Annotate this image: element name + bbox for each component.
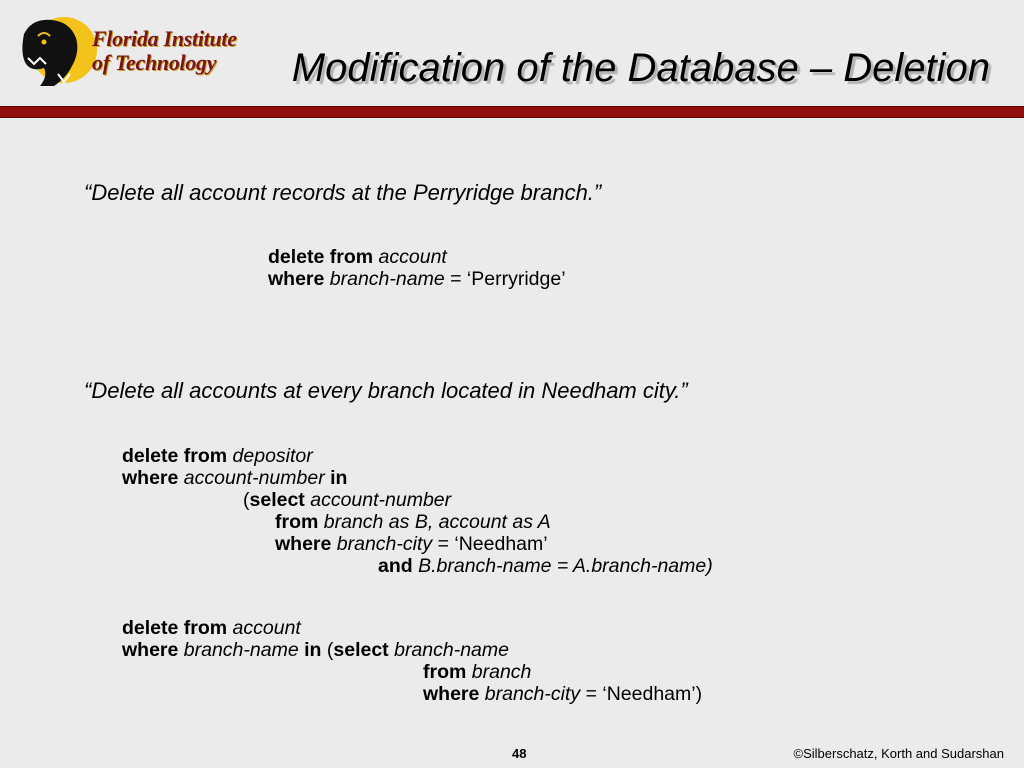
identifier: account-number <box>183 467 325 489</box>
keyword: and <box>378 555 413 577</box>
keyword: delete from <box>122 617 228 639</box>
copyright-notice: ©Silberschatz, Korth and Sudarshan <box>793 746 1004 761</box>
identifier: account-number <box>310 489 452 511</box>
identifier: branch-name <box>329 268 445 290</box>
identifier: branch <box>471 661 532 683</box>
identifier: branch as B, account as A <box>323 511 551 533</box>
identifier: branch-city <box>484 683 581 705</box>
panther-icon <box>18 14 98 90</box>
keyword: from <box>423 661 467 683</box>
slide-title: Modification of the Database – Deletion <box>291 46 990 90</box>
keyword: where <box>122 639 179 661</box>
identifier: branch-name <box>394 639 509 661</box>
example2-quote: “Delete all accounts at every branch located in Needham city.” <box>84 378 688 403</box>
identifier: account <box>378 246 447 268</box>
keyword: in <box>330 467 348 489</box>
query-line <box>243 489 451 511</box>
title-divider <box>0 106 1024 118</box>
query-line <box>268 268 566 290</box>
keyword: delete from <box>122 445 228 467</box>
keyword: where <box>122 467 179 489</box>
query-line <box>275 511 551 533</box>
page-number: 48 <box>512 746 527 761</box>
query-line <box>122 617 301 639</box>
paren: ( <box>243 489 250 511</box>
keyword: where <box>423 683 480 705</box>
literal: = ‘Needham’) <box>580 683 703 705</box>
keyword: delete from <box>268 246 374 268</box>
keyword: from <box>275 511 319 533</box>
fit-logo <box>18 14 254 90</box>
identifier: branch-city <box>336 533 433 555</box>
keyword: where <box>275 533 332 555</box>
query-line <box>275 533 548 555</box>
query-line <box>268 246 447 268</box>
literal: = ‘Perryridge’ <box>444 268 566 290</box>
keyword: in <box>304 639 322 661</box>
query-line <box>378 555 713 577</box>
query-line <box>423 661 531 683</box>
paren: ( <box>326 639 334 661</box>
query-line <box>122 639 509 661</box>
example1-quote: “Delete all account records at the Perryridge branch.” <box>84 180 602 205</box>
keyword: where <box>268 268 325 290</box>
keyword: select <box>333 639 389 661</box>
identifier: B.branch-name = A.branch-name) <box>418 555 713 577</box>
query-line <box>423 683 702 705</box>
logo-text-line1: Florida Institute <box>92 26 237 51</box>
logo-text-line2: of Technology <box>92 50 217 75</box>
literal: = ‘Needham’ <box>432 533 548 555</box>
identifier: branch-name <box>183 639 299 661</box>
identifier: depositor <box>232 445 313 467</box>
keyword: select <box>249 489 305 511</box>
query-line <box>122 445 313 467</box>
identifier: account <box>232 617 301 639</box>
query-line <box>122 467 347 489</box>
